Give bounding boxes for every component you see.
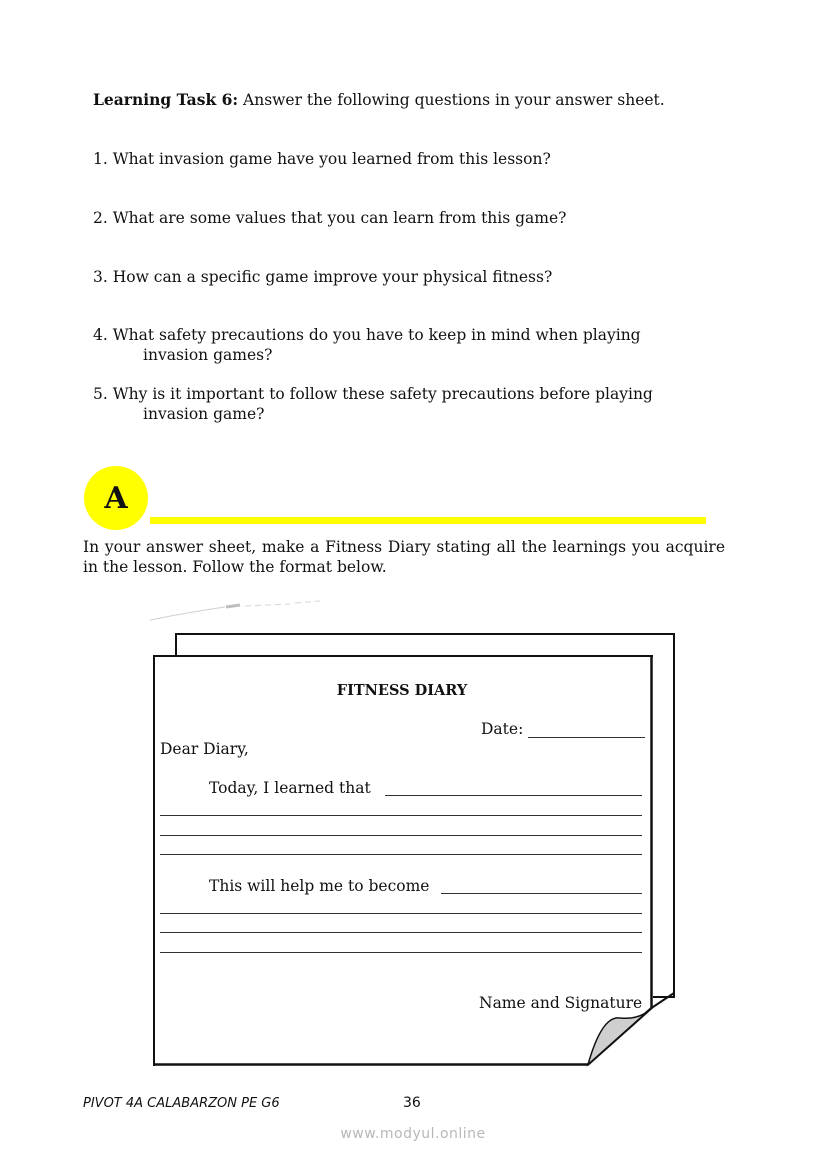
become-line-3 xyxy=(160,932,642,933)
section-intro: In your answer sheet, make a Fitness Diary stating all the learnings you acquire in the lesson. Follow the format below. xyxy=(83,538,725,576)
task-instruction: Answer the following questions in your answer sheet. xyxy=(238,91,665,109)
curl-flap xyxy=(588,1008,652,1065)
watermark: www.modyul.online xyxy=(340,1126,486,1142)
learned-line-3 xyxy=(160,835,642,836)
question-4-text: 4. What safety precautions do you have to keep in mind when playing xyxy=(93,326,641,344)
question-3-text: 3. How can a specific game improve your physical fitness? xyxy=(93,268,553,286)
diary-greeting: Dear Diary, xyxy=(160,740,249,758)
become-line-2 xyxy=(160,913,642,914)
page-number: 36 xyxy=(403,1095,421,1111)
question-4-continuation: invasion games? xyxy=(143,346,273,364)
section-letter: A xyxy=(104,480,128,516)
task-label: Learning Task 6: xyxy=(93,90,239,109)
become-prompt: This will help me to become xyxy=(209,877,430,895)
question-5-continuation: invasion game? xyxy=(143,405,265,423)
become-line-1 xyxy=(441,893,642,894)
question-1-text: 1. What invasion game have you learned from this lesson? xyxy=(93,150,551,168)
date-label: Date: xyxy=(481,720,524,738)
question-5-text: 5. Why is it important to follow these safety precautions before playing xyxy=(93,385,653,403)
learned-line-2 xyxy=(160,815,642,816)
learned-line-4 xyxy=(160,854,642,855)
date-line xyxy=(528,737,645,738)
become-line-4 xyxy=(160,952,642,953)
footer-course-label: PIVOT 4A CALABARZON PE G6 xyxy=(83,1096,280,1111)
signature-label: Name and Signature xyxy=(479,994,643,1012)
diary-title: FITNESS DIARY xyxy=(336,682,468,699)
learned-line-1 xyxy=(385,795,642,796)
learned-prompt: Today, I learned that xyxy=(209,779,371,797)
question-2-text: 2. What are some values that you can learn from this game? xyxy=(93,209,567,227)
